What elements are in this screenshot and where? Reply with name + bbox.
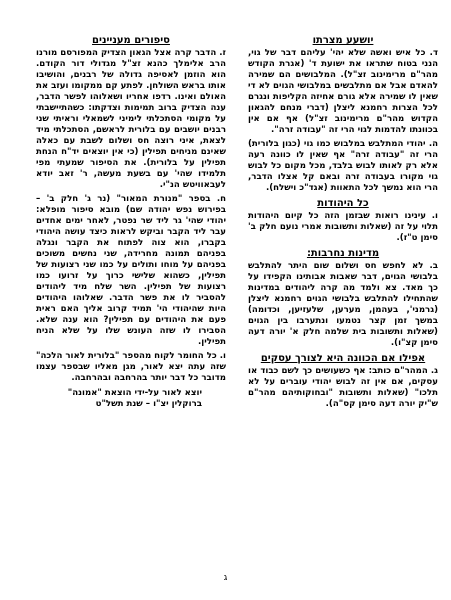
paragraph: ה. יהודי המתלבש במלבוש כמו גוי (כגון בלורית) הרי זה "עבודה זרה" אף שאין לו כוונה רעה אלא רק לאותו לבוש בלבד, מכל מקום כל לבוש גוי מקורו בעבודה זרה ובאם קל אצלו הדבר, הרי הוא נמשך לכל התאוות (אגד"כ וישלח).	[248, 139, 438, 193]
paragraph: ד. כל איש ואשה שלא יהי' עליהם דבר של גוי, הנני בטוח שתראו את ישועת ד' (אגרת הקודש מהר"ם מרימינוב זצ"ל). המלבושים הם שמירה להאדם אבל אם מתלבשים במלבושי הגוים לא די שאין לו שמירה אלא גורם אחיזה הקליפות ונגרם לכל הצרות רחמנא ליצלן (דברי מנחם להגאון הקדוש מהר"ם מרימינוב זצ"ל) אף אם אין בכוונתו להדמות לגוי הרי זה "עבודה זרה".	[248, 48, 438, 135]
document-page	[36, 34, 438, 558]
section-heading: סיפורים מעניינים	[92, 35, 170, 46]
section-heading: יושעע מצרתו	[312, 35, 374, 46]
right-column	[248, 34, 438, 558]
paragraph: ו. עינינו רואות שבזמן הזה כל קיום היהודות תלוי על זה (שאלות ותשובות אמרי נועם חלק ב' סימן ט"ז).	[248, 211, 438, 243]
signature-line: יוצא לאור על-ידי הוצאת "אמונה"	[67, 388, 202, 398]
page-number: ג	[223, 573, 228, 583]
publisher-signature	[36, 388, 226, 410]
left-column	[36, 34, 226, 558]
paragraph: ח. בספר "מנורת המאור" (נר ג' חלק ב' – בפירוש נפש יהודה שם) מובא סיפור מופלא: יהודי שהי' גר ליד שר נפטר, לאחר ימים אחדים עבר ליד הקבר וביקש לראות כיצד עושה היהודי בקברו, הוא צוה לפתוח את הקבר ונגלה בפניהם תמונה מחרידה, שני נחשים משוכים בפניהם על מוחו ותולים על כמו שני רצועות של תפילין, כשהוא שלישי כרוך על זרועו כמו רצועות של תפילין. השר שלח מיד ליהודים להסביר לו את פשר הדבר. שאלוהו היהודים היות שהיהודי הי' תמיד קרוב אליך האם ראית פעם את היהודים עם תפילין? הוא ענה שלא. הסבירו לו שזה העונש שלו על שלא הניח תפילין.	[36, 194, 226, 347]
section-heading: אפילו אם הכוונה היא לצורך עסקים	[260, 353, 426, 364]
section-heading: מדינות נחרבות:	[306, 248, 380, 259]
paragraph: ג. המהר"ם כותב: אף כשעושים כך לשם כבוד או עסקים, אם אין זה לבוש יהודי עוברים על לא תלכו" (שאלות ותשובות "ובחוקותיהם מהר"ם ש"יק יורה דעה סימן קס"ה).	[248, 366, 438, 409]
signature-line: ברוקלין יצ"ו – שנת תשל"ט	[95, 399, 202, 409]
section-heading: כל היהודות	[317, 198, 369, 209]
paragraph: ו. כל החומר לקוח מהספר "בלורית לאור הלכה" שזה עתה יצא לאור, מגן מאליו שבספר עצמו מדובר כל דבר יותר בהרחבה ובהרחבה.	[36, 351, 226, 383]
paragraph: ב. לא לחפש חס ושלום שום היתר להתלבש בלבושי הגוים, דבר שאבות אבותינו הקפידו על כך מאד. צא ולמד מה קרה ליהודים במדינות שהתחילו להתלבש בלבושי הגוים רחמנא ליצלן (גרמני', בעהמן, מערען, שלעזיען, וכדומה) במשך זמן קצר נטמעו ונתערבו בין הגוים (שאלות ותשובות בית שלמה חלק א' יורה דעה סימן קצ"ו).	[248, 261, 438, 348]
paragraph: ז. הדבר קרה אצל הגאון הצדיק המפורסם מורנו הרב אלימלך כהנא זצ"ל מגדולי דור הקודם. הוא הוזמן לאסיפה גדולה של רבנים, והושיבו אותו בראש השולחן. לפתע קם ממקומו ועזב את האולם ואינו. רדפו אחריו ושאלוהו לפשר הדבר, ענה הצדיק ברוב תמימות וצדקתו: כשהתיישבתי על מקומי הסתכלתי לימיני לשמאלי וראיתי שני רבנים יושבים עם בלורית לראשם, הסתכלתי מיד לצאת, איני רוצה חס ושלום לשבת עם כאלה שאינם מניחים תפילין (כי אין יוצאים יד"ח הנחת תפילין על בלורית). את הסיפור שמעתי מפי תלמידו שהי' עם בשעת מעשה, ר' זאב יודא לעבאוויטש הנ"י.	[36, 48, 226, 190]
